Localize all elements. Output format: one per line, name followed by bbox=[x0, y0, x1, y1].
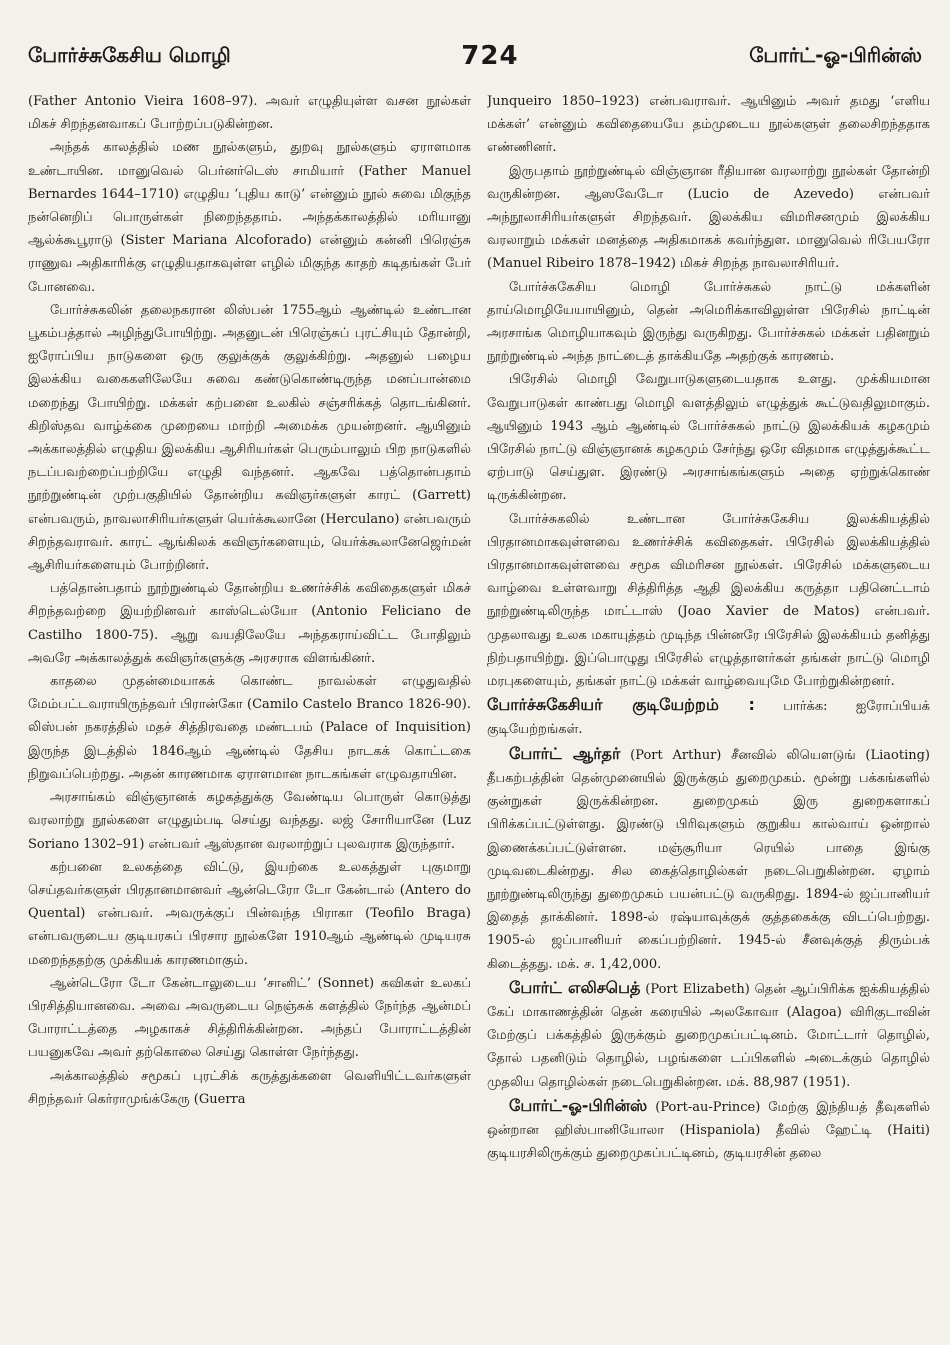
entry-portuguese-settlements bbox=[487, 693, 930, 741]
paragraph: காதலை முதன்மையாகக் கொண்ட நாவல்கள் எழுதுவதில் மேம்பட்டவராயிருந்தவர் பிரான்கோ (Camilo Castelo Branco 1826-90). லிஸ்பன் நகரத்தில் மதச் சித்திரவதை மண்டபம் (Palace of Inquisition) இருந்த இடத்தில் 1846ஆம் ஆண்டில் தேசிய நாடகக் கொட்டகை நிறுவப்பெற்றது. அதன் காரணமாக ஏராளமான நாடகங்கள் எழுவதாயின. bbox=[28, 674, 471, 782]
header-left-title: போர்ச்சுகேசிய மொழி bbox=[28, 42, 231, 67]
paragraph: (Father Antonio Vieira 1608–97). அவர் எழுதியுள்ள வசன நூல்கள் மிகச் சிறந்தனவாகப் போற்றப்படுகின்றன. bbox=[28, 94, 471, 133]
entry-port-au-prince bbox=[487, 1094, 930, 1166]
paragraph: கற்பனை உலகத்தை விட்டு, இயற்கை உலகத்துள் புகுமாறு செய்தவர்களுள் பிரதானமானவர் ஆன்டெரோ டோ கேன்டால் (Antero do Quental) என்பவர். அவருக்குப் பின்வந்த பிராகா (Teofilo Braga) என்பவருடைய குடியரசுப் பிரசார நூல்களே 1910ஆம் ஆண்டில் முடியரசு மறைந்ததற்கு முக்கியக் காரணமாகும். bbox=[28, 859, 471, 968]
entry-title: போர்ட் எலிசபெத் bbox=[509, 977, 641, 997]
page-number: 724 bbox=[461, 41, 519, 71]
paragraph: பிரேசில் மொழி வேறுபாடுகளுடையதாக உளது. முக்கியமான வேறுபாடுகள் காண்பது மொழி வளத்திலும் எழுத்துக் கூட்டுவதிலுமாகும். ஆயினும் 1943 ஆம் ஆண்டில் போர்ச்சுகல் நாட்டு இலக்கியக் கழகமும் பிரேசில் நாட்டு விஞ்ஞானக் கழகமும் சேர்ந்து ஒரே விதமாக எழுத்துக்கூட்ட ஏற்பாடு செய்துள. இரண்டு அரசாங்கங்களும் அதை ஏற்றுக்கொண் டிருக்கின்றன. bbox=[487, 372, 930, 504]
entry-title: போர்ச்சுகேசியர் குடியேற்றம் : bbox=[487, 695, 755, 715]
entry-text: (Port-au-Prince) மேற்கு இந்தியத் தீவுகளில் ஒன்றான ஹிஸ்பானியோலா (Hispaniola) தீவில் ஹேட்டி (Haiti) குடியரசிலிருக்கும் துறைமுகப்பட்டினம், குடியரசின் தலை bbox=[487, 1099, 930, 1162]
entry-port-arthur bbox=[487, 742, 930, 976]
entry-text: (Port Arthur) சீனவில் லியௌடுங் (Liaoting) தீபகற்பத்தின் தென்முனையில் இருக்கும் துறைமுகம். மூன்று பக்கங்களில் குன்றுகள் இருக்கின்றன. துறைமுகம் இரு துறைகளாகப் பிரிக்கப்பட்டுள்ளது. இரண்டு பிரிவுகளும் குறுகிய கால்வாய் ஒன்றால் இணைக்கப்பட்டுள்ளன. மஞ்சூரியா ரெயில் பாதை இங்கு முடிவடைகின்றது. சில கைத்தொழில்கள் நடைபெறுகின்றன. ஏழாம் நூற்றுண்டிலிருந்து துறைமுகம் பயன்பட்டு வருகிறது. 1894-ல் ஜப்பானியர் இதைத் தாக்கினர். 1898-ல் ரஷ்யாவுக்குக் குத்தகைக்கு விடப்பெற்றது. 1905-ல் ஜப்பானியர் கைப்பற்றினர். 1945-ல் சீனவுக்குத் திரும்பக் கிடைத்தது. மக். ச. 1,42,000. bbox=[487, 747, 930, 972]
paragraph: பத்தொன்பதாம் நூற்றுண்டில் தோன்றிய உணர்ச்சிக் கவிதைகளுள் மிகச் சிறந்தவற்றை இயற்றினவர் காஸ்டெல்யோ (Antonio Feliciano de Castilho 1800-75). ஆறு வயதிலேயே அந்தகராய்விட்ட போதிலும் அவரே அக்காலத்துக் கவிஞர்களுக்கு அரசராக விளங்கினர். bbox=[28, 581, 471, 666]
entry-title: போர்ட்-ஓ-பிரின்ஸ் bbox=[509, 1095, 648, 1115]
paragraph: போர்ச்சுகேசிய மொழி போர்ச்சுகல் நாட்டு மக்களின் தாய்மொழியேயாயினும், தென் அமெரிக்காவிலுள்ள பிரேசில் நாட்டின் அரசாங்க மொழியாகவும் இருந்து வருகிறது. போர்ச்சுகல் மக்கள் பதினறும் நூற்றுண்டில் அந்த நாட்டைத் தாக்கியதே அதற்குக் காரணம். bbox=[487, 279, 930, 365]
paragraph: இருபதாம் நூற்றுண்டில் விஞ்ஞான ரீதியான வரலாற்று நூல்கள் தோன்றி வருகின்றன. ஆஸவேடோ (Lucio de Azevedo) என்பவர் அந்நூலாசிரியர்களுள் சிறந்தவர். இலக்கிய விமரிசனமும் இலக்கிய வரலாறும் மக்கள் மனத்தை அதிகமாகக் கவர்ந்துள. மானுவெல் ரிபேயரோ (Manuel Ribeiro 1878–1942) மிகச் சிறந்த நாவலாசிரியர். bbox=[487, 163, 930, 272]
paragraph: போர்ச்சுகலில் உண்டான போர்ச்சுகேசிய இலக்கியத்தில் பிரதானமாகவுள்ளவை உணர்ச்சிக் கவிதைகள். பிரேசில் இலக்கியத்தில் பிரதானமாகவுள்ளவை சமூக விமரிசன நூல்கள். பிரேசில் மக்களுடைய வாழ்வை உள்ளவாறு சித்திரித்த ஆதி இலக்கிய கருத்தா பதினெட்டாம் நூற்றுண்டிலிருந்த மாட்டாஸ் (Joao Xavier de Matos) என்பவர். முதலாவது உலக மகாயுத்தம் முடிந்த பின்னரே பிரேசில் இலக்கியம் தனித்து நிற்பதாயிற்று. இப்பொழுது பிரேசில் எழுத்தாளர்கள் தங்கள் நாட்டு மொழி மரபுகளையும், தங்கள் நாட்டு மக்கள் வாழ்வையுமே போற்றுகின்றனர். bbox=[487, 511, 930, 690]
right-column bbox=[487, 90, 930, 1325]
entry-text: பார்க்க: ஐரோப்பியக் குடியேற்றங்கள். bbox=[487, 699, 930, 738]
paragraph: ஆன்டெரோ டோ கேன்டாலுடைய ‘சானிட்’ (Sonnet) கவிகள் உலகப் பிரசித்தியானவை. அவை அவருடைய நெஞ்சுக் களத்தில் நேர்ந்த ஆன்மப் போராட்டத்தை அழகாகச் சித்திரிக்கின்றன. அந்தப் போராட்டத்தின் பயனுகவே அவர் தற்கொலை செய்து கொள்ள நேர்ந்தது. bbox=[28, 975, 471, 1061]
entry-text: (Port Elizabeth) தென் ஆப்பிரிக்க ஐக்கியத்தில் கேப் மாகாணத்தின் தென் கரையில் அலகோவா (Alagoa) விரிகுடாவின் மேற்குப் பக்கத்தில் இருக்கும் துறைமுகப்பட்டினம். மோட்டார் தொழில், தோல் பதனிடும் தொழில், பழங்களை டப்பிகளில் அடைக்கும் தொழில் முதலிய தொழில்கள் நடைபெறுகின்றன. மக். 88,987 (1951). bbox=[487, 981, 930, 1090]
entry-title: போர்ட் ஆர்தர் bbox=[509, 743, 621, 763]
header-right-title: போர்ட்-ஓ-பிரின்ஸ் bbox=[749, 42, 922, 67]
left-column bbox=[28, 90, 471, 1325]
entry-port-elizabeth bbox=[487, 976, 930, 1094]
page-header bbox=[28, 36, 922, 76]
paragraph: அக்காலத்தில் சமூகப் புரட்சிக் கருத்துக்களை வெளியிட்டவர்களுள் சிறந்தவர் கெர்ராமுங்க்கேரு (Guerra bbox=[28, 1068, 471, 1107]
paragraph: Junqueiro 1850–1923) என்பவராவர். ஆயினும் அவர் தமது ‘எளிய மக்கள்’ என்னும் கவிதையையே தம்முடைய நூல்களுள் தலைசிறந்ததாக எண்ணினர். bbox=[487, 94, 930, 156]
text-columns bbox=[28, 90, 930, 1325]
paragraph: போர்ச்சுகலின் தலைநகரான லிஸ்பன் 1755ஆம் ஆண்டில் உண்டான பூகம்பத்தால் அழிந்துபோயிற்று. அதனுடன் பிரெஞ்சுப் புரட்சியும் தோன்றி, ஐரோப்பிய நாடுகளை ஒரு குலுக்குக் குலுக்கிற்று. அதனுல் பழைய இலக்கிய வகைகளிலேயே சுவை கண்டுகொண்டிருந்த மனப்பான்மை மறைந்து போயிற்று. மக்கள் கற்பனை உலகில் சஞ்சரிக்கத் தொடங்கினர். கிறிஸ்தவ வாழ்க்கை முறையை மாற்றி அமைக்க முயன்றனர். ஆயினும் அக்காலத்தில் எழுதிய இலக்கிய ஆசிரியர்கள் பெரும்பாலும் பிற நாடுகளில் நடப்பவற்றைப்பற்றியே எழுதி வந்தனர். ஆகவே பத்தொன்பதாம் நூற்றுண்டின் முற்பகுதியில் தோன்றிய கவிஞர்களுள் காரட் (Garrett) என்பவரும், நாவலாசிரியர்களுள் யெர்க்கூலானே (Herculano) என்பவரும் சிறந்தவராவர். காரட் ஆங்கிலக் கவிஞர்களையும், யெர்க்கூலானேஜெர்மன் ஆசிரியர்களையும் போற்றினர். bbox=[28, 302, 471, 574]
paragraph: அரசாங்கம் விஞ்ஞானக் கழகத்துக்கு வேண்டிய பொருள் கொடுத்து வரலாற்று நூல்களை எழுதும்படி செய்து வந்தது. லஜ் சோரியானே (Luz Soriano 1302–91) என்பவர் ஆஸ்தான வரலாற்றுப் புலவராக இருந்தார். bbox=[28, 790, 471, 852]
paragraph: அந்தக் காலத்தில் மண நூல்களும், துறவு நூல்களும் ஏராளமாக உண்டாயின. மானுவெல் பெர்னர்டெஸ் சாமியார் (Father Manuel Bernardes 1644–1710) எழுதிய ‘புதிய காடு’ என்னும் நூல் சுவை மிகுந்த நன்னெறிப் பொருள்கள் நிறைந்ததாம். அந்தக்காலத்தில் மரியானு ஆல்க்கூபூராடு (Sister Mariana Alcoforado) என்னும் கன்னி பிரெஞ்சு ராணுவ அதிகாரிக்கு எழுதியதாகவுள்ள எழில் மிகுந்த காதற் கடிதங்கள் பேர் போனவை. bbox=[28, 140, 471, 295]
